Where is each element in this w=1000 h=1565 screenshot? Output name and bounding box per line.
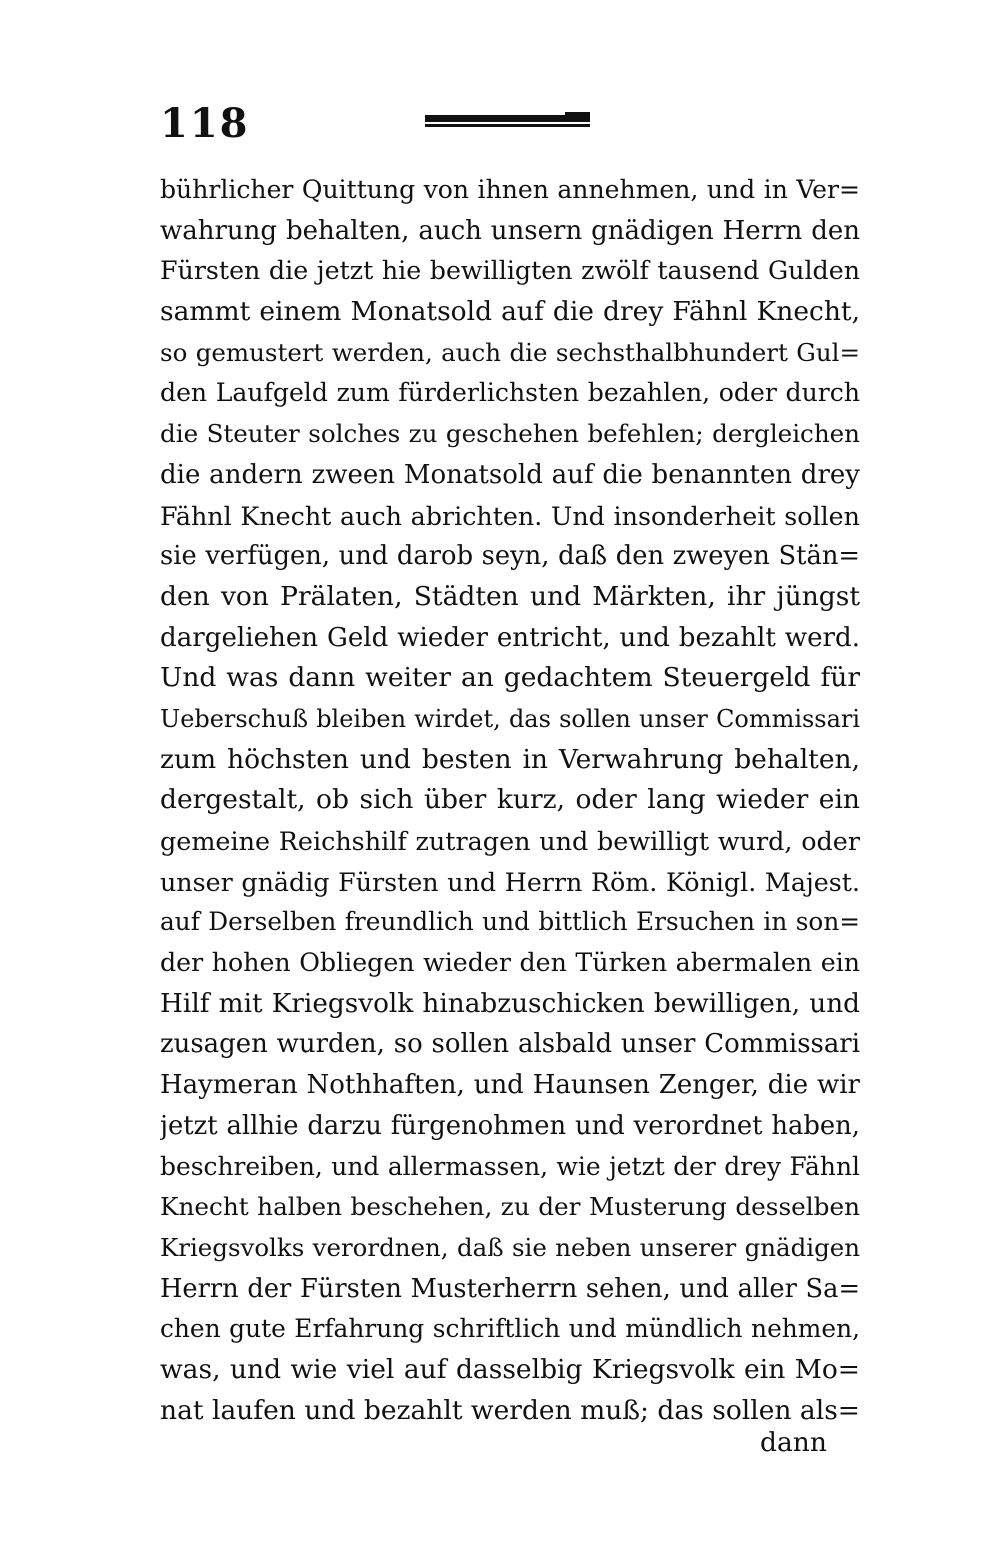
text-line: nat laufen und bezahlt werden muß; das sollen als= — [160, 1394, 860, 1426]
page-number: 118 — [160, 100, 250, 147]
text-line: Und was dann weiter an gedachtem Steuergeld für — [160, 662, 860, 694]
text-line: der hohen Obliegen wieder den Türken abermalen ein — [160, 948, 860, 978]
text-line: den Laufgeld zum fürderlichsten bezahlen, oder durch — [160, 378, 860, 408]
catchword: dann — [760, 1427, 827, 1458]
text-line: dergestalt, ob sich über kurz, oder lang wieder ein — [160, 784, 860, 816]
text-line: unser gnädig Fürsten und Herrn Röm. Königl. Majest. — [160, 866, 860, 897]
text-line: den von Prälaten, Städten und Märkten, ihr jüngst — [160, 580, 860, 612]
text-line: sie verfügen, und darob seyn, daß den zweyen Stän= — [160, 541, 860, 572]
text-line: Fähnl Knecht auch abrichten. Und insonderheit sollen — [160, 500, 860, 531]
text-line: so gemustert werden, auch die sechsthalbhundert Gul= — [160, 337, 860, 367]
text-line: die Steuter solches zu geschehen befehlen; dergleichen — [160, 419, 860, 449]
text-line: die andern zween Monatsold auf die benannten drey — [160, 459, 860, 490]
body-text — [160, 170, 860, 1431]
text-line: dargeliehen Geld wieder entricht, und bezahlt werd. — [160, 622, 860, 653]
text-line: chen gute Erfahrung schriftlich und mündlich nehmen, — [160, 1314, 860, 1344]
text-line: gemeine Reichshilf zutragen und bewilligt wurd, oder — [160, 826, 860, 856]
text-line: Hilf mit Kriegsvolk hinabzuschicken bewilligen, und — [160, 988, 860, 1019]
header-rule-ornament — [425, 112, 590, 132]
text-line: zusagen wurden, so sollen alsbald unser Commissari — [160, 1029, 860, 1060]
text-line: jetzt allhie darzu fürgenohmen und verordnet haben, — [160, 1110, 860, 1141]
text-line: Fürsten die jetzt hie bewilligten zwölf tausend Gulden — [160, 256, 860, 286]
text-line: was, und wie viel auf dasselbig Kriegsvolk ein Mo= — [160, 1353, 860, 1385]
text-line: sammt einem Monatsold auf die drey Fähnl Knecht, — [160, 296, 860, 328]
text-line: wahrung behalten, auch unsern gnädigen Herrn den — [160, 215, 860, 246]
text-line: Knecht halben beschehen, zu der Musterung desselben — [160, 1192, 860, 1222]
text-line: beschreiben, und allermassen, wie jetzt der drey Fähnl — [160, 1151, 860, 1181]
text-line: Ueberschuß bleiben wirdet, das sollen unser Commissari — [160, 704, 860, 733]
text-line: Kriegsvolks verordnen, daß sie neben unserer gnädigen — [160, 1232, 860, 1262]
text-line: Herrn der Fürsten Musterherrn sehen, und aller Sa= — [160, 1273, 860, 1304]
text-line: zum höchsten und besten in Verwahrung behalten, — [160, 743, 860, 775]
text-line: Haymeran Nothhaften, und Haunsen Zenger, die wir — [160, 1070, 860, 1101]
text-line: bührlicher Quittung von ihnen annehmen, und in Ver= — [160, 175, 860, 204]
text-line: auf Derselben freundlich und bittlich Ersuchen in son= — [160, 907, 860, 937]
